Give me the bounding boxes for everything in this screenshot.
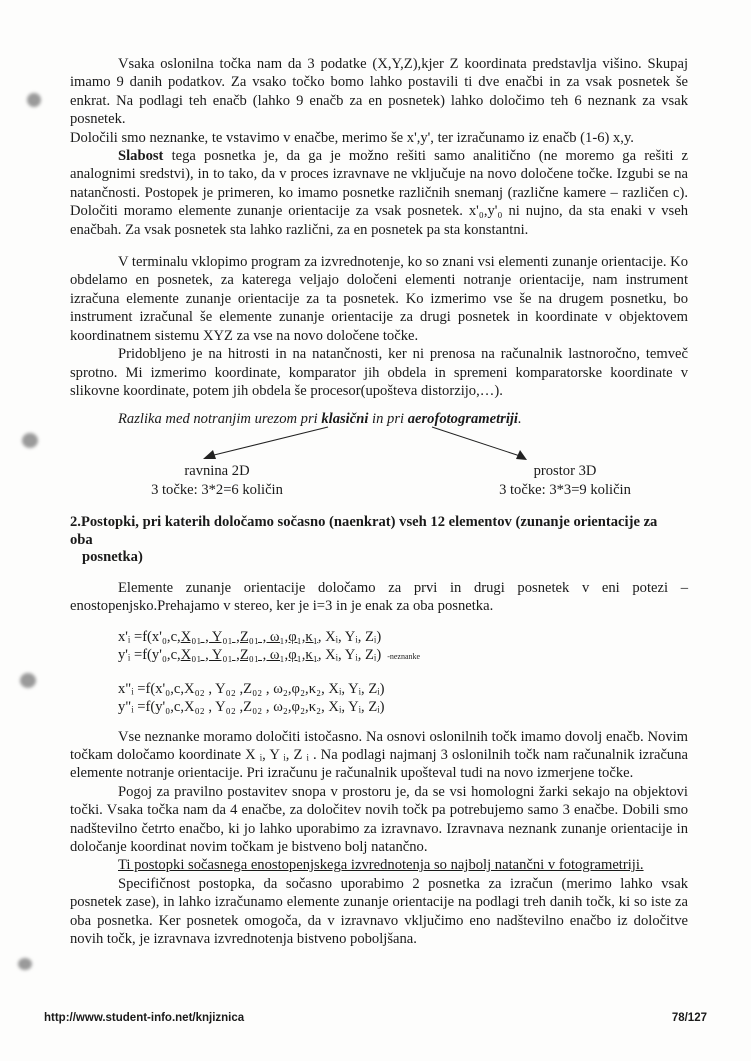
paragraph-5: Pridobljeno je na hitrosti in na natančnosti, ker ni prenosa na računalnik lastnoročno, temveč sprotno. Mi izmerimo koordinate, komparator jih obdela in spremeni komparatorske koordinate v slikovne koordinate, potem jih obdela še procesor(upošteva distorzijo,…).	[70, 346, 688, 399]
eq-part: , Xᵢ, Yᵢ, Zᵢ)	[317, 628, 382, 645]
eq-part: x"ᵢ =f(x'₀,c,X₀₂ , Y₀₂ ,Z₀₂ , ω₂,φ₂,κ₂, Xᵢ, Yᵢ, Zᵢ)	[118, 680, 385, 697]
caption-text: in pri	[368, 411, 408, 428]
paragraph-2: Določili smo neznanke, te vstavimo v enačbe, merimo še x',y', ter izračunamo iz enačb (1-6) x,y.	[70, 129, 634, 146]
scan-hole-mark	[22, 433, 38, 448]
equation	[118, 680, 688, 698]
paragraph-10: Specifičnost postopka, da sočasno uporabimo 2 posnetka za izračun (merimo lahko vsak posnetek zase), in lahko izračunamo elemente zunanje orientacije na podlagi treh danih točk, ki so iste za oba posnetka. Ker posnetek omogoča, da v izravnavo vključimo eno nadštevilno enačbo iz določitve novih točk, je izravnava izvrednotenja bistveno poboljšana.	[70, 875, 688, 948]
footer-url[interactable]: http://www.student-info.net/knjiznica	[44, 1012, 245, 1024]
eq-unknowns: X₀₁ , Y₀₁ ,Z₀₁ , ω₁,φ₁,κ₁	[180, 646, 318, 663]
paragraph-8: Pogoj za pravilno postavitev snopa v prostoru je, da se vsi homologni žarki sekajo na objektovi točki. Vsaka točka nam da 4 enačbe, za določitev novih točk pa potrebujemo samo 3 enačbe. Dobili smo nadštevilno četrto enačbo, ki jo lahko uporabimo za izravnavo. Izravnava neznank zunanje orientacije in določanje koordinat novim točkam je bistveno bolj natančno.	[70, 783, 688, 856]
paragraph-text: tega posnetka je, da ga je možno rešiti samo analitično (ne moremo ga rešiti z analognimi sredstvi), in to tako, da v proces izravnave ne vključuje na novo določene točke. Izgubi se na natančnosti. Postopek je primeren, ko imamo posnetke različnih snemanj (različne kamere – različen c). Določiti moramo elemente zunanje orientacije za vsak posnetek. x'₀,y'₀ ni nujno, da sta enaki v vseh enačbah. Za vsak posnetek sta lahko različni, za en posnetek pa sta konstantni.	[70, 148, 688, 238]
right-node-sub: 3 točke: 3*3=9 količin	[499, 481, 631, 498]
scan-hole-mark	[20, 673, 36, 688]
scan-hole-mark	[18, 958, 32, 970]
page-content	[70, 55, 688, 949]
arrow-right	[432, 427, 520, 456]
equations	[70, 628, 688, 716]
caption-text: .	[517, 411, 522, 428]
section-heading	[70, 514, 688, 567]
paragraph-1: Vsaka oslonilna točka nam da 3 podatke (X,Y,Z),kjer Z koordinata predstavlja višino. Skupaj imamo 9 danih podatkov. Za vsako točko bomo lahko postavili ti dve enačbi in za vsak posnetek še enkrat. Na podlagi teh enačb (lahko 9 enačb za en posnetek) lahko določimo teh 6 neznank za vsak posnetek.	[70, 56, 688, 128]
eq-part: y'ᵢ =f(y'₀,c,	[118, 646, 181, 663]
heading-line: oba	[70, 531, 93, 548]
diagram	[70, 410, 688, 502]
paragraph-7: Vse neznanke moramo določiti istočasno. Na osnovi oslonilnih točk imamo dovolj enačb. Novim točkam določamo koordinate X ᵢ, Y ᵢ, Z ᵢ . Na podlagi najmanj 3 oslonilnih točk nam računalnik izračuna elemente notranje orientacije. Pri izračunu je računalnik upošteval tudi na novo izmerjene točke.	[70, 728, 688, 782]
caption-bold: klasični	[321, 411, 369, 428]
scan-hole-mark	[27, 93, 41, 107]
diagram-right-node	[480, 462, 650, 499]
paragraph-9	[70, 856, 688, 874]
page-number: 78/127	[671, 1012, 707, 1024]
arrowhead-left	[203, 450, 216, 459]
caption-bold: aerofotogrametriji	[407, 411, 518, 428]
paragraph-6: Elemente zunanje orientacije določamo za prvi in drugi posnetek v eni potezi – enostopenjsko.Prehajamo v stereo, ker je i=3 in je enak za oba posnetka.	[70, 579, 688, 615]
left-node-title: ravnina 2D	[184, 463, 250, 480]
eq-unknowns: X₀₁ , Y₀₁ ,Z₀₁ , ω₁,φ₁,κ₁	[180, 628, 318, 645]
equation-gap	[118, 666, 688, 680]
heading-line: 2.Postopki, pri katerih določamo sočasno (naenkrat) vseh 12 elementov (zunanje orientacije za	[70, 514, 658, 531]
heading-line: posnetka)	[82, 549, 143, 566]
bold-term: Slabost	[118, 148, 164, 165]
eq-note: -neznanke	[387, 651, 421, 661]
equation	[118, 628, 688, 646]
equation	[118, 646, 688, 666]
paragraph-3	[70, 147, 688, 239]
paragraph-4: V terminalu vklopimo program za izvrednotenje, ko so znani vsi elementi zunanje orientacije. Ko obdelamo en posnetek, za katerega veljajo določeni elementi notranje orientacije, nam instrument izračuna elemente zunanje orientacije za ta posnetek. Ko izmerimo vse še na drugem posnetku, bo instrument izračunal še elemente zunanje orientacije za drugi posnetek in koordinate v objektovem koordinatnem sistemu XYZ za vse na novo določene točke.	[70, 254, 688, 344]
eq-part: , Xᵢ, Yᵢ, Zᵢ)	[317, 646, 382, 663]
caption-text: Razlika med notranjim urezom pri	[118, 411, 322, 428]
eq-part: y"ᵢ =f(y'₀,c,X₀₂ , Y₀₂ ,Z₀₂ , ω₂,φ₂,κ₂, Xᵢ, Yᵢ, Zᵢ)	[118, 698, 385, 715]
left-node-sub: 3 točke: 3*2=6 količin	[151, 481, 283, 498]
diagram-left-node	[132, 462, 302, 499]
equation	[118, 698, 688, 716]
right-node-title: prostor 3D	[533, 463, 597, 480]
arrow-left	[210, 427, 328, 456]
eq-part: x'ᵢ =f(x'₀,c,	[118, 628, 181, 645]
underlined-statement: Ti postopki sočasnega enostopenjskega izvrednotenja so najbolj natančni v fotogrametriji.	[118, 857, 644, 874]
